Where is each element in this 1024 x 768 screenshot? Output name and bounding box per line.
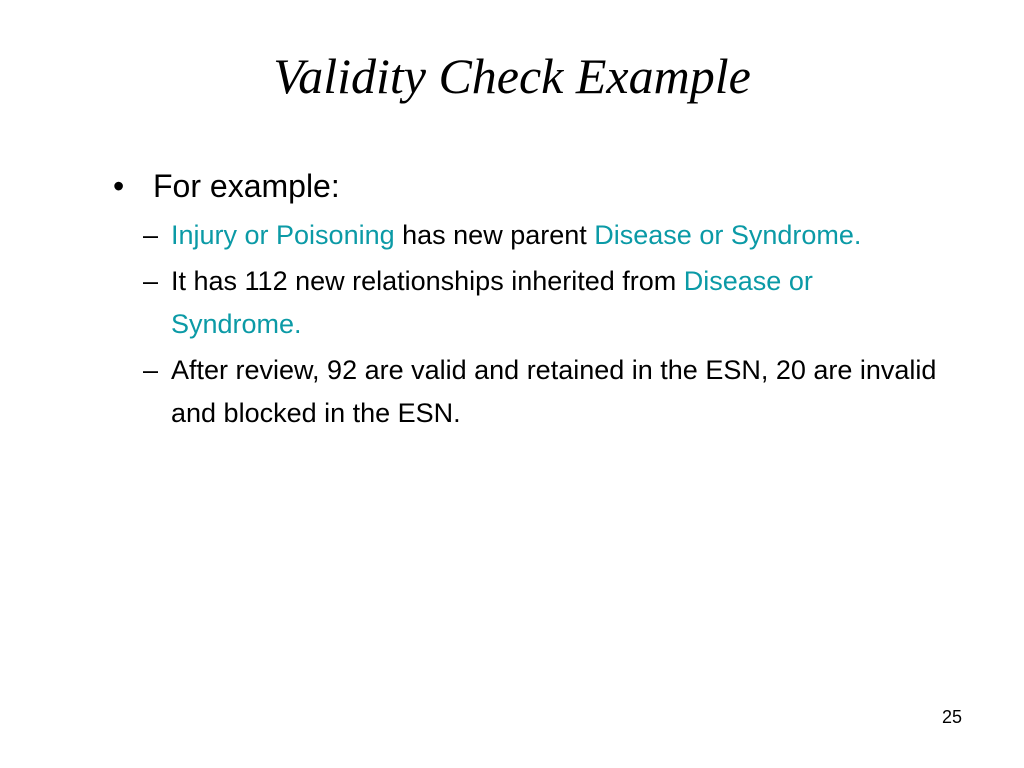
highlight-text: Injury or Poisoning [171,220,395,250]
slide-title: Validity Check Example [273,48,751,104]
sub-item-1 [143,214,943,257]
dash-marker: – [143,266,159,296]
page-number: 25 [941,707,962,727]
bullet-text: For example: [153,168,340,204]
dash-marker: – [143,355,159,385]
plain-text: It has 112 new relationships inherited from [171,266,684,296]
plain-text: has new parent [394,220,595,250]
slide-content [113,164,943,438]
highlight-text: Disease or Syndrome. [594,220,862,250]
sub-item-text [171,214,943,257]
sub-item-text [171,260,943,346]
bullet-marker: • [113,168,125,204]
sub-item-3 [143,349,943,435]
sub-item-2 [143,260,943,346]
dash-marker: – [143,220,159,250]
highlight-text: Disease or Syndrome. [171,266,813,339]
sub-item-text: After review, 92 are valid and retained in the ESN, 20 are invalid and blocked in the ESN. [171,355,937,428]
bullet-item [113,164,943,208]
